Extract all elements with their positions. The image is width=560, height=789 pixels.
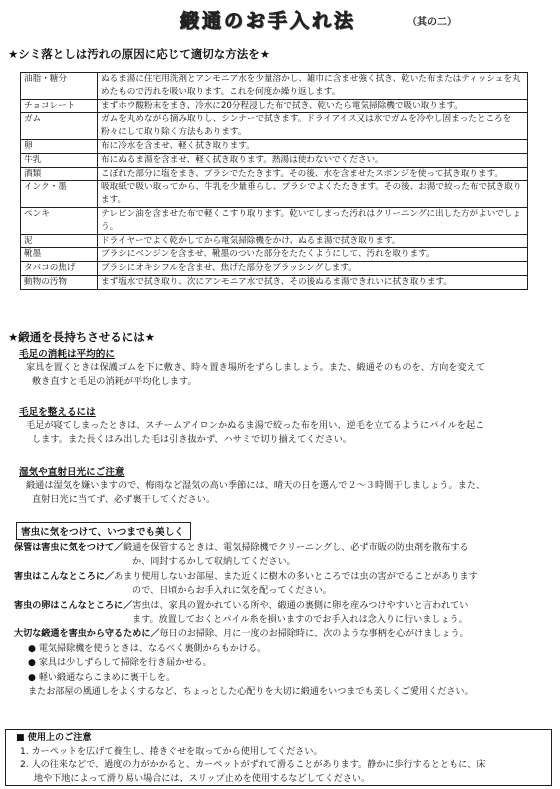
where-label: 害虫はこんなところに／ xyxy=(14,571,115,582)
stain-method: こぼれた部分に塩をまき、ブラシでたたきます。その後、水を含ませたスポンジを使って拭き取ります。 xyxy=(98,167,528,181)
where-text: あまり使用しないお部屋、また近くに樹木の多いところでは虫の害がでることがあります xyxy=(114,571,478,582)
stain-type: 動物の汚物 xyxy=(21,275,98,289)
paragraph-line: 緞通は湿気を嫌いますので、梅雨など湿気の高い季節には、晴天の日を選んで２～３時間干しましょう。また、 xyxy=(26,480,486,491)
pest-section xyxy=(14,541,550,699)
usage-item-2-cont: 地や下地によって滑り易い場合には、スリップ止めを使用するなどしてください。 xyxy=(34,773,371,784)
table-row xyxy=(21,181,528,208)
stain-method: 布に冷水を含ませ、軽く拭き取ります。 xyxy=(98,139,528,153)
stain-section-heading: ★シミ落としは汚れの原因に応じて適切な方法を★ xyxy=(8,47,271,61)
humidity-subheading: 湿気や直射日光にご注意 xyxy=(19,467,125,478)
paragraph-line: 直射日光に当てず、必ず裏干してください。 xyxy=(32,494,216,506)
wear-paragraph xyxy=(26,361,546,390)
storage-text: 緞通を保管するときは、電気掃除機でクリーニングし、必ず市販の防虫剤を散布する xyxy=(123,543,469,553)
stain-method: ガムを丸めながら摘み取りし、シンナーで拭きます。ドライアイス又は氷でガムを冷やし固まったところを粉々にして取り除く方法もあります。 xyxy=(98,113,528,140)
stain-method: 布にぬるま湯を含ませ、軽く拭き取ります。熱湯は使わないでください。 xyxy=(98,153,528,167)
table-row xyxy=(21,167,528,181)
stain-method: ぬるま湯に住宅用洗剤とアンモニア水を少量溶かし、雑巾に含ませ強く拭き、乾いた布またはティッシュを丸めたもので汚れを吸い取ります。これを何度か繰り返します。 xyxy=(98,73,528,100)
stain-method: ブラシにオキシフルを含ませ、焦げた部分をブラッシングします。 xyxy=(98,262,528,276)
table-row xyxy=(21,139,528,153)
stain-method: まずホウ酸粉末をまき、冷水に20分程浸した布で拭き、乾いたら電気掃除機で吸い取ります。 xyxy=(98,99,528,113)
usage-item-1: 1. カーペットを広げて養生し、捲きぐせを取ってから使用してください。 xyxy=(20,746,323,757)
paragraph-line: します。また長くはみ出した毛は引き抜かず、ハサミで切り揃えてください。 xyxy=(32,434,353,446)
care-section-heading: ★緞通を長持ちさせるには★ xyxy=(8,330,156,344)
protect-line xyxy=(14,627,550,641)
eggs-line-cont: ます。放置しておくとパイル糸を損いますのでお手入れは念入りに行いましょう。 xyxy=(132,615,468,626)
protect-label: 大切な緞通を害虫から守るために／ xyxy=(14,629,160,640)
wear-subheading: 毛足の消耗は平均的に xyxy=(19,349,115,360)
usage-notice-box xyxy=(5,729,552,786)
usage-item-2: 2. 人の往来などで、過度の力がかかると、カーペットがずれて滑ることがあります。静かに歩行するとともに、床 xyxy=(20,760,486,771)
closing-line: またお部屋の風通しをよくするなど、ちょっとした心配りを大切に緞通をいつまでも美しくご愛用ください。 xyxy=(28,687,474,698)
stain-type: 牛乳 xyxy=(21,153,98,167)
pile-paragraph xyxy=(26,419,546,448)
tip-item: ● 軽い緞通ならこまめに裏干しを。 xyxy=(28,672,176,683)
stain-method: 吸取紙で吸い取ってから、牛乳を少量垂らし、ブラシでよくたたきます。その後、お湯で絞った布で拭き取ります。 xyxy=(98,181,528,208)
table-row xyxy=(21,234,528,248)
where-line xyxy=(14,570,550,584)
table-row xyxy=(21,275,528,289)
page-title: 緞通のお手入れ法 xyxy=(180,10,357,32)
protect-text: 毎日のお掃除、月に一度のお掃除時に、次のような事柄を心がけましょう。 xyxy=(159,629,469,640)
stain-type: 油脂・糖分 xyxy=(21,73,98,100)
stain-type: 靴墨 xyxy=(21,248,98,262)
paragraph-line: 毛足が寝てしまったときは、スチームアイロンかぬるま湯で絞った布を用い、逆毛を立てるようにパイルを起こ xyxy=(26,420,485,431)
stain-type: チョコレート xyxy=(21,99,98,113)
usage-heading: ■ 使用上のご注意 xyxy=(16,733,92,743)
storage-line-cont: か、同封するかして収納してください。 xyxy=(132,557,296,568)
stain-type: ペンキ xyxy=(21,207,98,234)
storage-label: 保管は害虫に気をつけて／ xyxy=(14,543,124,553)
page-subtitle: （其の二） xyxy=(407,17,457,28)
table-row xyxy=(21,99,528,113)
paragraph-line: 敷き直すと毛足の消耗が平均化します。 xyxy=(32,376,197,388)
title-area xyxy=(0,6,560,36)
eggs-label: 害虫の卵はこんなところに／ xyxy=(14,600,133,611)
stain-type: 卵 xyxy=(21,139,98,153)
table-row xyxy=(21,262,528,276)
table-row xyxy=(21,207,528,234)
stain-type: ガム xyxy=(21,113,98,140)
stain-type: 泥 xyxy=(21,234,98,248)
storage-line xyxy=(14,541,550,555)
stain-method: テレピン油を含ませた布で軽くこすり取ります。乾いてしまった汚れはクリーニングに出した方がよいでしょう。 xyxy=(98,207,528,234)
pile-subheading: 毛足を整えるには xyxy=(19,407,96,418)
where-line-cont: ので、日頃からお手入れに気を配ってください。 xyxy=(132,586,332,597)
humidity-paragraph xyxy=(26,479,546,508)
stain-method: ドライヤーでよく乾かしてから電気掃除機をかけ、ぬるま湯で拭き取ります。 xyxy=(98,234,528,248)
tip-item: ● 家具は少しずらして掃除を行き届かせる。 xyxy=(28,658,212,669)
stain-method: まず塩水で拭き取り、次にアンモニア水で拭き、その後ぬるま湯できれいに拭き取ります。 xyxy=(98,275,528,289)
eggs-text: 害虫は、家具の置かれている所や、緞通の裏側に卵を産みつけやすいと言われてい xyxy=(132,600,469,611)
tip-item: ● 電気掃除機を使うときは、なるべく裏側からもかける。 xyxy=(28,643,267,654)
stain-table xyxy=(20,72,528,290)
table-row xyxy=(21,73,528,100)
stain-type: タバコの焦げ xyxy=(21,262,98,276)
table-row xyxy=(21,113,528,140)
table-row xyxy=(21,248,528,262)
paragraph-line: 家具を置くときは保護ゴムを下に敷き、時々置き場所をずらしましょう。また、緞通そのものを、方向を変えて xyxy=(26,362,486,373)
stain-type: インク・墨 xyxy=(21,181,98,208)
table-row xyxy=(21,153,528,167)
stain-method: ブラシにベンジンを含ませ、靴墨のついた部分をたたくようにして、汚れを取ります。 xyxy=(98,248,528,262)
pest-heading-box: 害虫に気をつけて、いつまでも美しく xyxy=(16,522,191,540)
eggs-line xyxy=(14,599,550,613)
stain-type: 酒類 xyxy=(21,167,98,181)
